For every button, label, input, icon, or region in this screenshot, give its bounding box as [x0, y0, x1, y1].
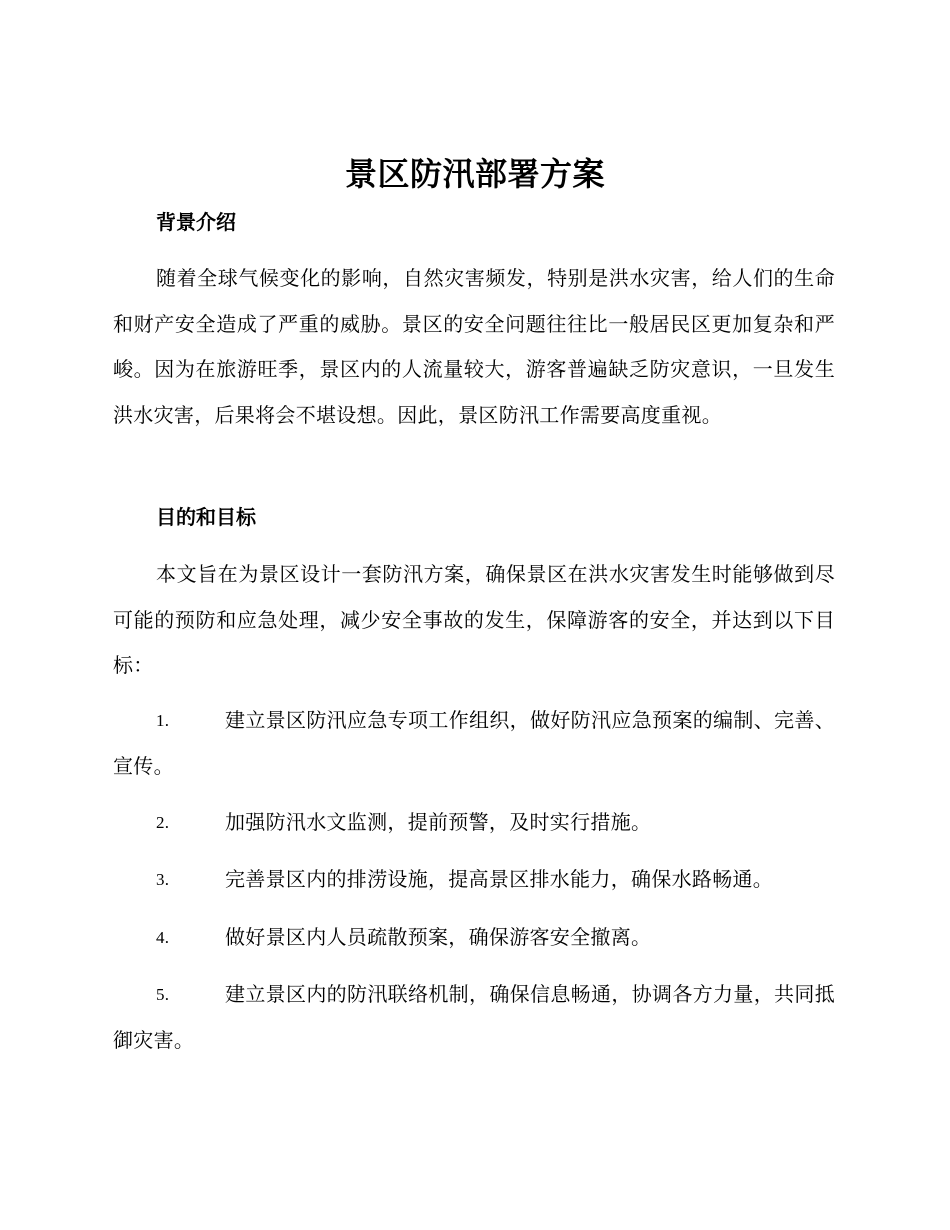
- list-item-number: 1.: [156, 711, 170, 730]
- list-item-number: 2.: [156, 813, 170, 832]
- list-item-text: 完善景区内的排涝设施，提高景区排水能力，确保水路畅通。: [225, 867, 774, 891]
- section-paragraph-background: 随着全球气候变化的影响，自然灾害频发，特别是洪水灾害，给人们的生命和财产安全造成了严重的威胁。景区的安全问题往往比一般居民区更加复杂和严峻。因为在旅游旺季，景区内的人流量较大，游客普遍缺乏防灾意识，一旦发生洪水灾害，后果将会不堪设想。因此，景区防汛工作需要高度重视。: [113, 266, 835, 427]
- list-item: [113, 857, 835, 903]
- list-item-text: 做好景区内人员疏散预案，确保游客安全撤离。: [225, 925, 652, 949]
- list-item-number: 3.: [156, 870, 170, 889]
- section-heading-goals: 目的和目标: [156, 505, 256, 529]
- list-item-text: 建立景区防汛应急专项工作组织，做好防汛应急预案的编制、完善、宣传。: [113, 708, 835, 778]
- list-item: [113, 800, 835, 846]
- list-item: [113, 698, 835, 789]
- document-title: 景区防汛部署方案: [344, 155, 605, 193]
- section-paragraph-goals: 本文旨在为景区设计一套防汛方案，确保景区在洪水灾害发生时能够做到尽可能的预防和应急处理，减少安全事故的发生，保障游客的安全，并达到以下目标：: [113, 562, 835, 677]
- section-heading-background: 背景介绍: [156, 210, 236, 234]
- list-item-text: 建立景区内的防汛联络机制，确保信息畅通，协调各方力量，共同抵御灾害。: [113, 982, 835, 1052]
- list-item-number: 4.: [156, 928, 170, 947]
- list-item-text: 加强防汛水文监测，提前预警，及时实行措施。: [225, 810, 652, 834]
- list-item: [113, 972, 835, 1063]
- list-item: [113, 915, 835, 961]
- list-item-number: 5.: [156, 985, 170, 1004]
